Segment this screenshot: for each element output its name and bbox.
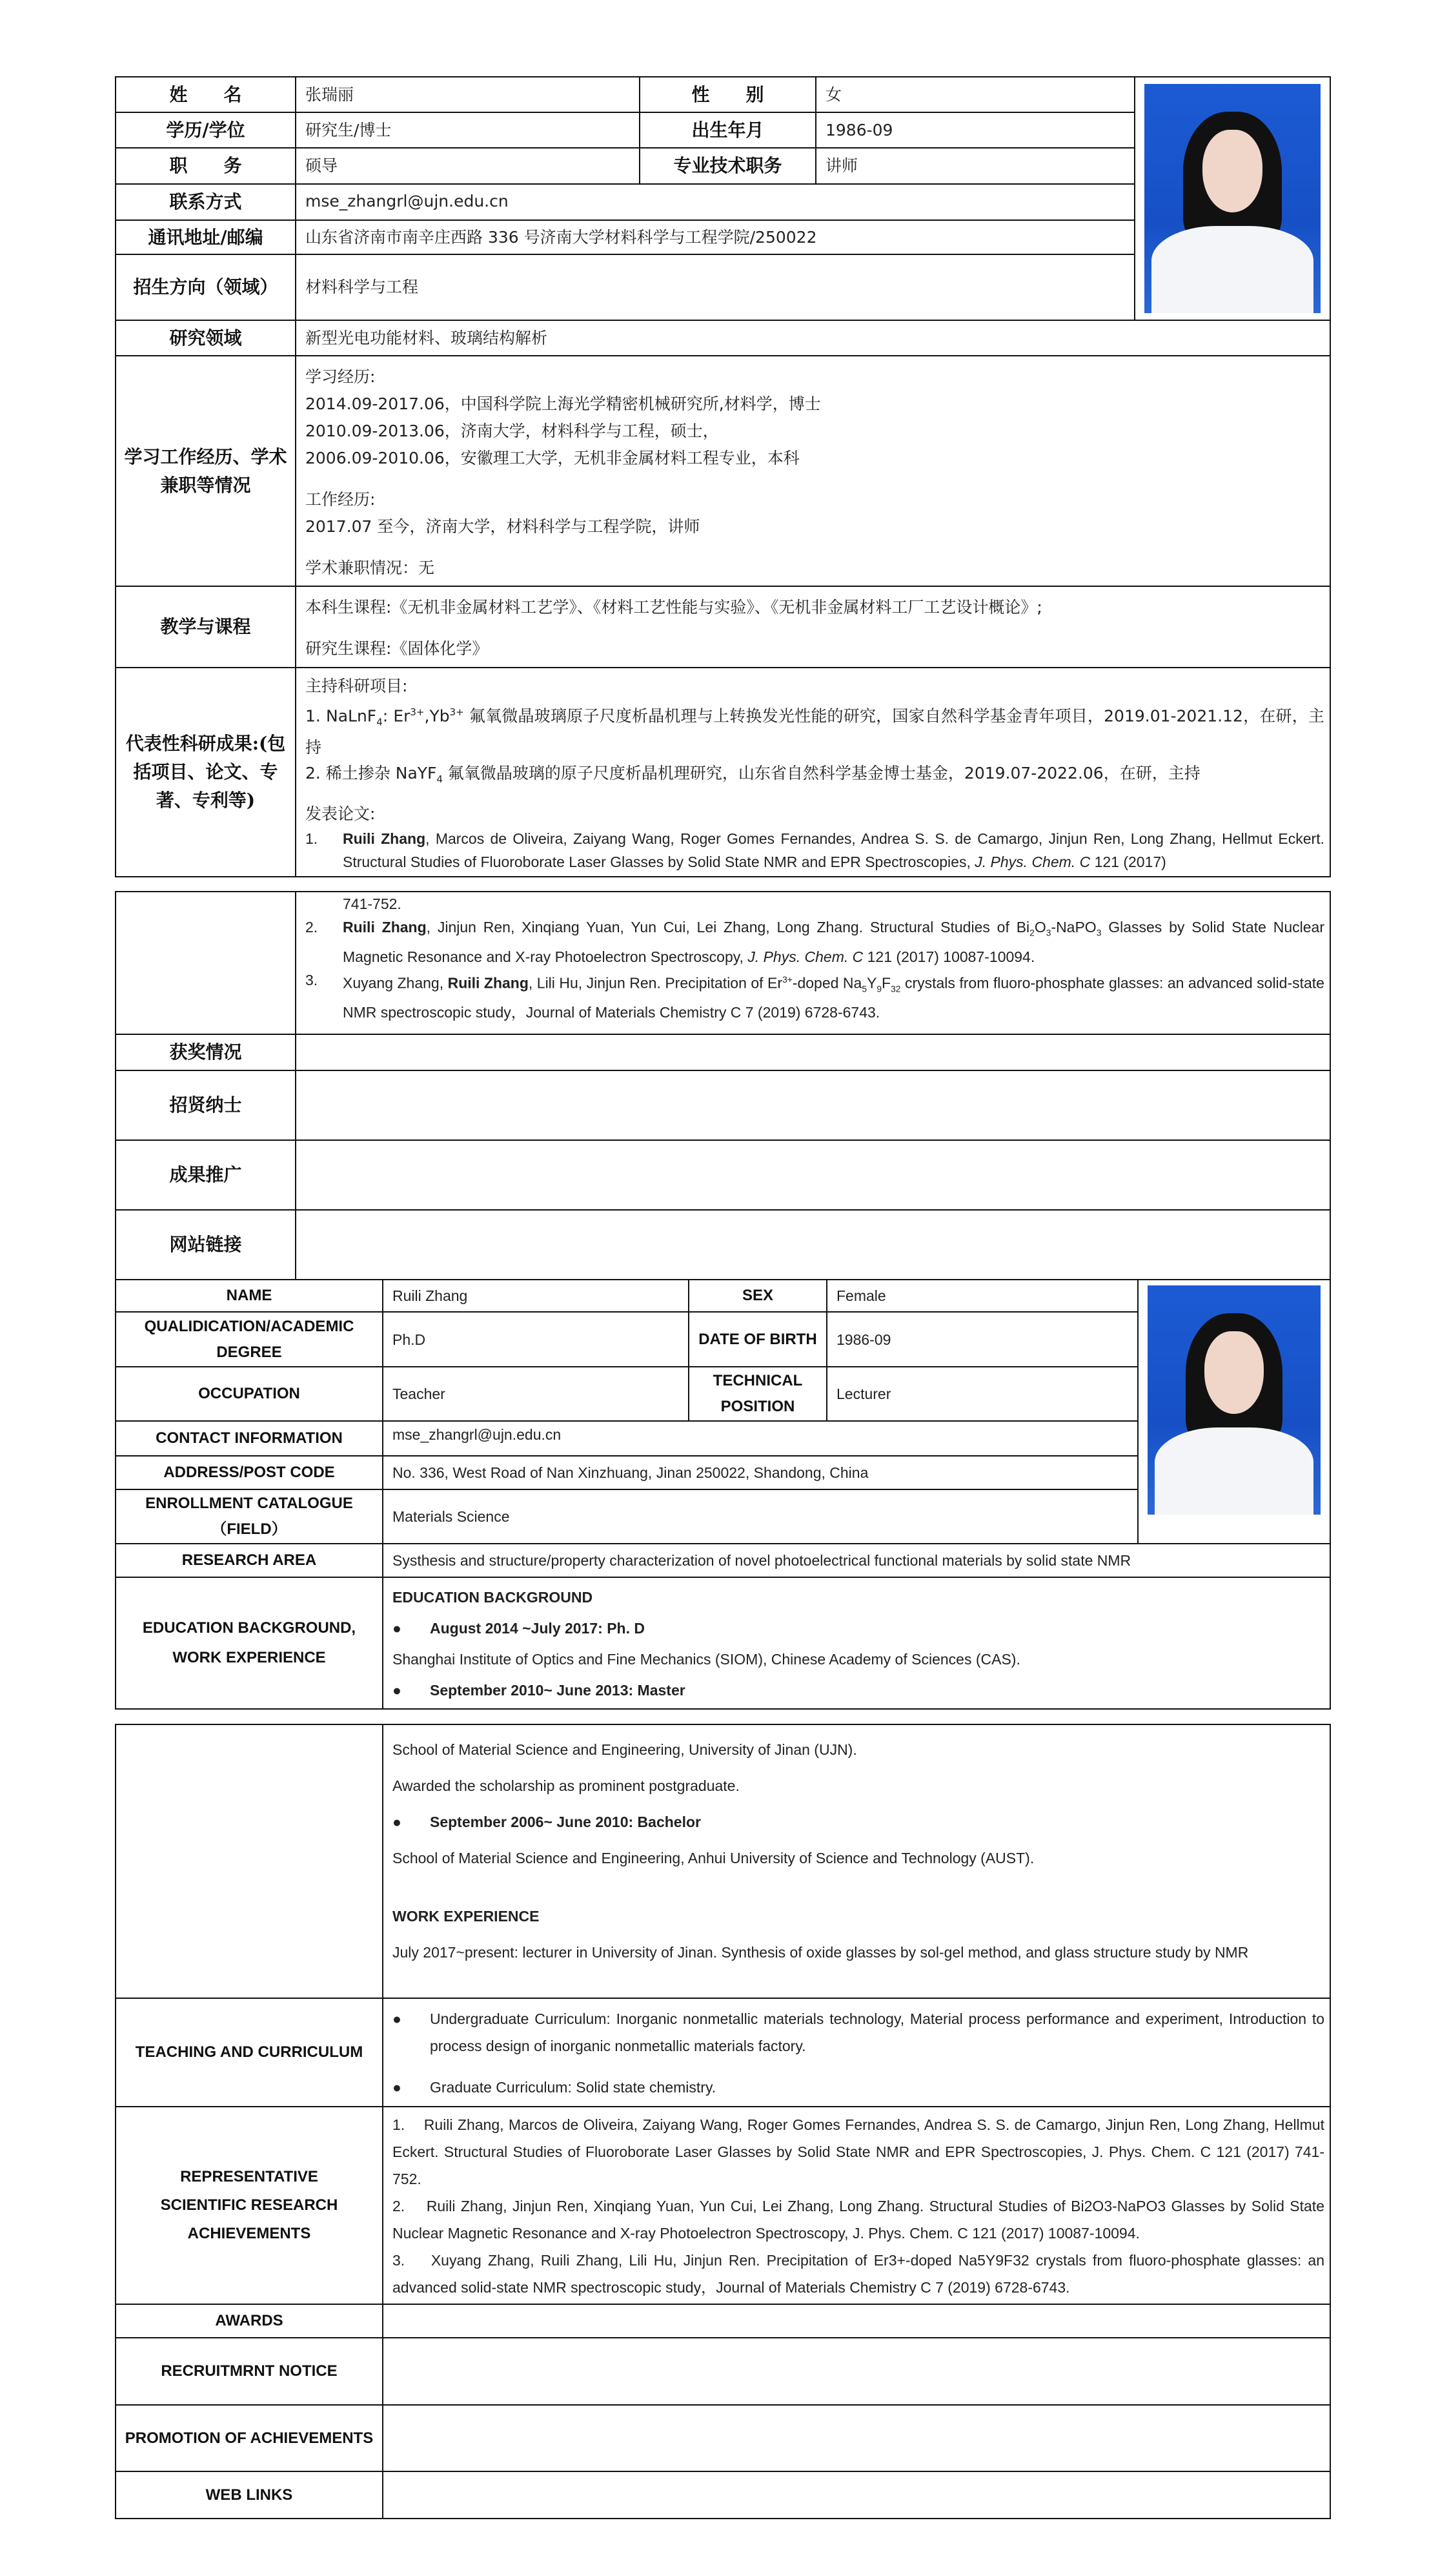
en-position-value: Lecturer bbox=[827, 1367, 1138, 1421]
name-value: 张瑞丽 bbox=[296, 77, 640, 112]
degree-label: 学历/学位 bbox=[116, 112, 296, 148]
en-achievements-content bbox=[383, 2107, 1330, 2304]
sex-value: 女 bbox=[816, 77, 1135, 112]
en-paper-item: 3. Xuyang Zhang, Ruili Zhang, Lili Hu, Jinjun Ren. Precipitation of Er3+-doped Na5Y9F32 crystals from fluoro-phosphate glasses: an advanced solid-state NMR spectroscopic study，Journal of Materials Chemistry C 7 (2019) 6728-6743. bbox=[392, 2252, 1324, 2296]
work-desc: July 2017~present: lecturer in University of Jinan. Synthesis of oxide glasses by sol-gel method, and glass structure study by NMR bbox=[392, 1944, 1249, 1961]
address-label: 通讯地址/邮编 bbox=[116, 220, 296, 254]
bullet-icon: ● bbox=[392, 2079, 401, 2096]
title-label: 专业技术职务 bbox=[640, 148, 816, 184]
teaching-content bbox=[296, 586, 1330, 668]
recruit-value bbox=[296, 1070, 1330, 1140]
photo-cell bbox=[1135, 77, 1330, 320]
edu-item-master: ● September 2010~ June 2013: Master bbox=[392, 1675, 1324, 1706]
bullet-icon: ● bbox=[392, 2010, 401, 2027]
en-contact-label: CONTACT INFORMATION bbox=[116, 1421, 383, 1456]
experience-label: 学习工作经历、学术兼职等情况 bbox=[116, 356, 296, 586]
duty-value: 硕导 bbox=[296, 148, 640, 184]
edu-item-bachelor: ● September 2006~ June 2010: Bachelor bbox=[392, 1804, 1324, 1840]
experience-content bbox=[296, 356, 1330, 586]
enroll-value: 材料科学与工程 bbox=[296, 254, 1135, 320]
title-value: 讲师 bbox=[816, 148, 1135, 184]
en-birth-label: DATE OF BIRTH bbox=[689, 1312, 827, 1367]
en-sex-label: SEX bbox=[689, 1280, 827, 1312]
study-item: 2006.09-2010.06，安徽理工大学，无机非金属材料工程专业，本科 bbox=[305, 448, 800, 467]
recruit-label: 招贤纳士 bbox=[116, 1070, 296, 1140]
portrait-photo bbox=[1144, 84, 1321, 313]
achievements-content bbox=[296, 668, 1330, 877]
en-degree-label: QUALIDICATION/ACADEMIC DEGREE bbox=[116, 1312, 383, 1367]
paper-item: 3. Xuyang Zhang, Ruili Zhang, Lili Hu, Jinjun Ren. Precipitation of $Er^{3+}$-doped $Na_5Y_9F_{32}$ crystals from fluoro-phosphate glasses: an advanced solid-state NMR spectroscopic study，Journal of Materials Chemistry C 7 (2019) 6728-6743. bbox=[305, 971, 1324, 1021]
phd-desc: Shanghai Institute of Optics and Fine Mechanics (SIOM), Chinese Academy of Sciences (CAS). bbox=[392, 1651, 1020, 1668]
awards-label: 获奖情况 bbox=[116, 1034, 296, 1070]
portrait-photo bbox=[1148, 1285, 1321, 1515]
continued-label bbox=[116, 892, 296, 1034]
en-links-value[interactable] bbox=[383, 2471, 1330, 2519]
edu-item-phd: ● August 2014 ~July 2017: Ph. D bbox=[392, 1613, 1324, 1644]
promotion-label: 成果推广 bbox=[116, 1140, 296, 1210]
en-enroll-label: ENROLLMENT CATALOGUE（FIELD） bbox=[116, 1489, 383, 1544]
work-heading: 工作经历: bbox=[305, 489, 376, 509]
contact-label: 联系方式 bbox=[116, 184, 296, 220]
papers-continued bbox=[296, 892, 1330, 1034]
en-awards-label: AWARDS bbox=[116, 2304, 383, 2338]
promotion-value bbox=[296, 1140, 1330, 1210]
birth-label: 出生年月 bbox=[640, 112, 816, 148]
master-desc: School of Material Science and Engineering, University of Jinan (UJN). bbox=[392, 1741, 857, 1758]
en-links-label: WEB LINKS bbox=[116, 2471, 383, 2519]
links-value[interactable] bbox=[296, 1210, 1330, 1280]
en-profile-table bbox=[115, 1279, 1331, 1710]
papers-heading: 发表论文: bbox=[305, 804, 376, 824]
en-occupation-label: OCCUPATION bbox=[116, 1367, 383, 1421]
en-achievements-label: REPRESENTATIVE SCIENTIFIC RESEARCH ACHIEVEMENTS bbox=[116, 2107, 383, 2304]
teaching-label: 教学与课程 bbox=[116, 586, 296, 668]
bullet-icon: ● bbox=[392, 1620, 401, 1637]
links-label: 网站链接 bbox=[116, 1210, 296, 1280]
contact-email[interactable]: mse_zhangrl@ujn.edu.cn bbox=[296, 184, 1135, 220]
edu-heading: EDUCATION BACKGROUND bbox=[392, 1589, 593, 1606]
en-degree-value: Ph.D bbox=[383, 1312, 689, 1367]
en-research-value: Systhesis and structure/property characterization of novel photoelectrical functional materials by solid state NMR bbox=[383, 1544, 1330, 1577]
en-paper-item: 2. Ruili Zhang, Jinjun Ren, Xinqiang Yuan, Yun Cui, Lei Zhang, Long Zhang. Structural Studies of Bi2O3-NaPO3 Glasses by Solid State Nuclear Magnetic Resonance and X-ray Photoelectron Spectroscopy, J. Phys. Chem. C 121 (2017) 10087-10094. bbox=[392, 2198, 1324, 2242]
address-value: 山东省济南市南辛庄西路 336 号济南大学材料科学与工程学院/250022 bbox=[296, 220, 1135, 254]
project-item: 2. 稀土掺杂 NaYF$_4$ 氟氧微晶玻璃的原子尺度析晶机理研究，山东省自然科学基金博士基金，2019.07-2022.06，在研，主持 bbox=[305, 764, 1201, 786]
study-item: 2010.09-2013.06，济南大学，材料科学与工程，硕士， bbox=[305, 421, 719, 440]
en-research-label: RESEARCH AREA bbox=[116, 1544, 383, 1577]
undergrad-item: ● Undergraduate Curriculum: Inorganic nonmetallic materials technology, Material process performance and experiment, Introduction to process design of inorganic nonmetallic materials factory. bbox=[392, 2005, 1324, 2060]
en-teaching-label: TEACHING AND CURRICULUM bbox=[116, 1998, 383, 2107]
en-awards-value bbox=[383, 2304, 1330, 2338]
en-continued-table bbox=[115, 1724, 1331, 2519]
en-name-label: NAME bbox=[116, 1280, 383, 1312]
en-occupation-value: Teacher bbox=[383, 1367, 689, 1421]
project-item: 1. NaLnF$_4$: $Er^{3+},Yb^{3+}$ 氟氧微晶玻璃原子尺度析晶机理与上转换发光性能的研究，国家自然科学基金青年项目，2019.01-2021.12，在研，主持 bbox=[305, 706, 1324, 757]
en-continued-label bbox=[116, 1724, 383, 1998]
birth-value: 1986-09 bbox=[816, 112, 1135, 148]
en-recruit-value bbox=[383, 2338, 1330, 2405]
en-promotion-label: PROMOTION OF ACHIEVEMENTS bbox=[116, 2405, 383, 2471]
bachelor-desc: School of Material Science and Engineering, Anhui University of Science and Technology (AUST). bbox=[392, 1850, 1035, 1866]
paper-continued-pages: 741-752. bbox=[343, 895, 401, 912]
en-experience-content bbox=[383, 1577, 1330, 1709]
awards-value bbox=[296, 1034, 1330, 1070]
bullet-icon: ● bbox=[392, 1682, 401, 1699]
study-item: 2014.09-2017.06，中国科学院上海光学精密机械研究所,材料学，博士 bbox=[305, 394, 821, 413]
en-experience-continued bbox=[383, 1724, 1330, 1998]
duty-label: 职 务 bbox=[116, 148, 296, 184]
paper-item: 2. Ruili Zhang, Jinjun Ren, Xinqiang Yuan, Yun Cui, Lei Zhang, Long Zhang. Structural Studies of $Bi_2O_3-NaPO_3$ Glasses by Solid State Nuclear Magnetic Resonance and X-ray Photoelectron Spectroscopy, J. Phys. Chem. C 121 (2017) 10087-10094. bbox=[305, 919, 1324, 965]
work-heading: WORK EXPERIENCE bbox=[392, 1908, 540, 1925]
enroll-label: 招生方向（领域） bbox=[116, 254, 296, 320]
research-value: 新型光电功能材料、玻璃结构解析 bbox=[296, 320, 1330, 356]
en-promotion-value bbox=[383, 2405, 1330, 2471]
en-teaching-content bbox=[383, 1998, 1330, 2107]
cn-continued-table bbox=[115, 891, 1331, 1280]
work-item: 2017.07 至今，济南大学，材料科学与工程学院，讲师 bbox=[305, 516, 700, 536]
en-sex-value: Female bbox=[827, 1280, 1138, 1312]
en-position-label: TECHNICAL POSITION bbox=[689, 1367, 827, 1421]
achievements-label: 代表性科研成果:(包括项目、论文、专著、专利等) bbox=[116, 668, 296, 877]
sex-label: 性 别 bbox=[640, 77, 816, 112]
paper-item: 1. Ruili Zhang, Marcos de Oliveira, Zaiyang Wang, Roger Gomes Fernandes, Andrea S. S. de Camargo, Jinjun Ren, Long Zhang, Hellmut Eckert. Structural Studies of Fluoroborate Laser Glasses by Solid State NMR and EPR Spectroscopies, J. Phys. Chem. C 121 (2017) bbox=[305, 830, 1324, 871]
undergrad-courses: 本科生课程:《无机非金属材料工艺学》、《材料工艺性能与实验》、《无机非金属材料工厂工艺设计概论》; bbox=[305, 598, 1042, 617]
study-heading: 学习经历: bbox=[305, 367, 376, 386]
projects-heading: 主持科研项目: bbox=[305, 677, 408, 695]
master-note: Awarded the scholarship as prominent postgraduate. bbox=[392, 1777, 740, 1794]
grad-item: ● Graduate Curriculum: Solid state chemistry. bbox=[392, 2074, 1324, 2101]
en-photo-cell bbox=[1138, 1280, 1330, 1544]
cn-profile-table bbox=[115, 76, 1331, 877]
bullet-icon: ● bbox=[392, 1814, 401, 1830]
en-contact-email[interactable]: mse_zhangrl@ujn.edu.cn bbox=[383, 1421, 1138, 1456]
en-experience-label: EDUCATION BACKGROUND, WORK EXPERIENCE bbox=[116, 1577, 383, 1709]
parttime-text: 学术兼职情况：无 bbox=[305, 558, 435, 577]
en-birth-value: 1986-09 bbox=[827, 1312, 1138, 1367]
en-enroll-value: Materials Science bbox=[383, 1489, 1138, 1544]
en-name-value: Ruili Zhang bbox=[383, 1280, 689, 1312]
degree-value: 研究生/博士 bbox=[296, 112, 640, 148]
grad-courses: 研究生课程:《固体化学》 bbox=[305, 639, 489, 658]
name-label: 姓 名 bbox=[116, 77, 296, 112]
en-address-value: No. 336, West Road of Nan Xinzhuang, Jinan 250022, Shandong, China bbox=[383, 1456, 1138, 1489]
en-recruit-label: RECRUITMRNT NOTICE bbox=[116, 2338, 383, 2405]
en-paper-item: 1. Ruili Zhang, Marcos de Oliveira, Zaiyang Wang, Roger Gomes Fernandes, Andrea S. S. de Camargo, Jinjun Ren, Long Zhang, Hellmut Eckert. Structural Studies of Fluoroborate Laser Glasses by Solid State NMR and EPR Spectroscopies, J. Phys. Chem. C 121 (2017) 741-752. bbox=[392, 2116, 1324, 2187]
en-address-label: ADDRESS/POST CODE bbox=[116, 1456, 383, 1489]
research-label: 研究领域 bbox=[116, 320, 296, 356]
